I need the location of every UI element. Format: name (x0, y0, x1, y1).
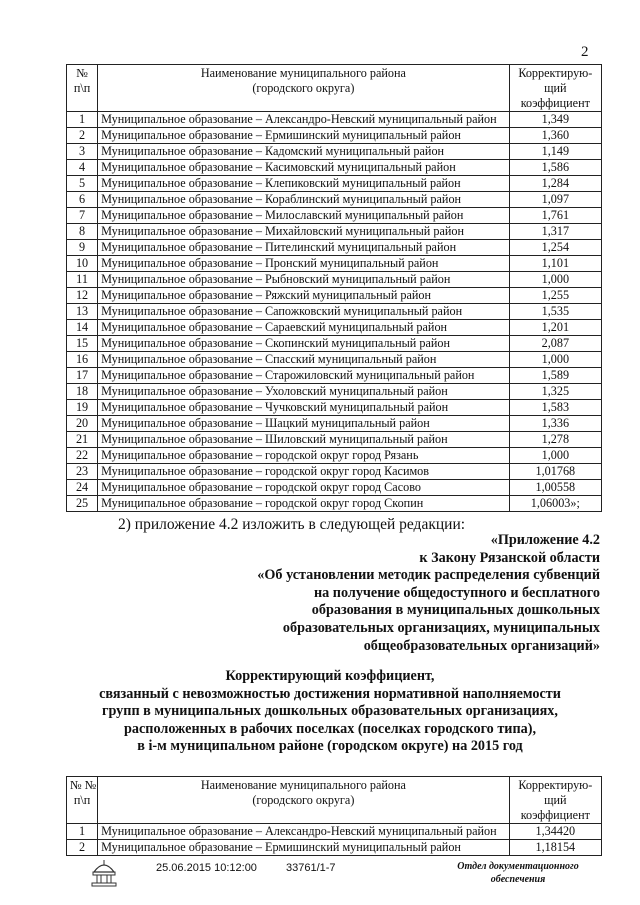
footer-datetime: 25.06.2015 10:12:00 (156, 862, 257, 874)
row-municipality-name: Муниципальное образование – Кораблинский муниципальный район (98, 192, 510, 208)
header-num-line: п\п (73, 81, 91, 95)
row-municipality-name: Муниципальное образование – Михайловский муниципальный район (98, 224, 510, 240)
row-coefficient: 1,535 (509, 304, 601, 320)
annex-line: к Закону Рязанской области (419, 549, 600, 566)
row-coefficient: 1,254 (509, 240, 601, 256)
row-municipality-name: Муниципальное образование – Пронский муниципальный район (98, 256, 510, 272)
header-name-line: Наименование муниципального района (200, 778, 406, 792)
row-coefficient: 1,201 (509, 320, 601, 336)
row-number: 8 (67, 224, 98, 240)
table-row (67, 112, 602, 128)
table-row (67, 272, 602, 288)
annex-line: «Приложение 4.2 (490, 532, 600, 548)
annex-line: образовательных организациях, муниципальных (282, 619, 600, 636)
title-line: связанный с невозможностью достижения нормативной наполняемости (99, 685, 561, 702)
footer (0, 862, 640, 892)
header-num-line: № № (70, 778, 97, 792)
annex-heading (180, 532, 600, 655)
row-coefficient: 1,097 (509, 192, 601, 208)
row-coefficient: 1,34420 (509, 824, 601, 840)
page-number: 2 (581, 44, 589, 60)
table-header-row (67, 777, 602, 824)
table-row (67, 192, 602, 208)
row-municipality-name: Муниципальное образование – Скопинский муниципальный район (98, 336, 510, 352)
title-line: расположенных в рабочих поселках (поселках городского типа), (124, 720, 536, 737)
header-coef (509, 65, 601, 112)
row-municipality-name: Муниципальное образование – Александро-Невский муниципальный район (98, 824, 510, 840)
row-coefficient: 1,586 (509, 160, 601, 176)
table-row (67, 432, 602, 448)
header-name-line: Наименование муниципального района (200, 66, 406, 80)
row-coefficient: 1,06003»; (509, 496, 601, 512)
header-coef-line: коэффициент (520, 808, 590, 822)
coefficient-table-1 (66, 64, 602, 512)
table-row (67, 160, 602, 176)
row-number: 18 (67, 384, 98, 400)
duma-seal-icon (90, 858, 118, 888)
annex-line: «Об установлении методик распределения субвенций (257, 567, 600, 584)
row-coefficient: 1,349 (509, 112, 601, 128)
header-coef-line: щий (544, 793, 567, 807)
row-number: 2 (67, 840, 98, 856)
row-number: 6 (67, 192, 98, 208)
row-municipality-name: Муниципальное образование – Ухоловский муниципальный район (98, 384, 510, 400)
row-municipality-name: Муниципальное образование – Кадомский муниципальный район (98, 144, 510, 160)
row-municipality-name: Муниципальное образование – Касимовский муниципальный район (98, 160, 510, 176)
row-coefficient: 1,325 (509, 384, 601, 400)
coefficient-title (60, 668, 600, 756)
title-line: групп в муниципальных дошкольных образовательных организациях, (102, 703, 558, 720)
row-coefficient: 1,000 (509, 272, 601, 288)
amendment-intro: 2) приложение 4.2 изложить в следующей редакции: (118, 516, 466, 533)
header-coef-line: щий (544, 81, 567, 95)
row-number: 20 (67, 416, 98, 432)
row-municipality-name: Муниципальное образование – городской округ город Скопин (98, 496, 510, 512)
table-row (67, 304, 602, 320)
coefficient-table-2 (66, 776, 602, 856)
table-row (67, 288, 602, 304)
row-municipality-name: Муниципальное образование – Александро-Невский муниципальный район (98, 112, 510, 128)
header-name-line: (городского округа) (252, 793, 355, 807)
row-municipality-name: Муниципальное образование – Сараевский муниципальный район (98, 320, 510, 336)
table-header-row (67, 65, 602, 112)
table-row (67, 416, 602, 432)
table-row (67, 840, 602, 856)
title-line: в i-м муниципальном районе (городском округе) на 2015 год (137, 738, 523, 755)
row-number: 3 (67, 144, 98, 160)
row-municipality-name: Муниципальное образование – Спасский муниципальный район (98, 352, 510, 368)
row-municipality-name: Муниципальное образование – Рыбновский муниципальный район (98, 272, 510, 288)
table-row (67, 824, 602, 840)
row-number: 21 (67, 432, 98, 448)
footer-department-line: Отдел документационного (457, 861, 579, 872)
row-municipality-name: Муниципальное образование – Ряжский муниципальный район (98, 288, 510, 304)
table-row (67, 224, 602, 240)
row-coefficient: 1,589 (509, 368, 601, 384)
annex-line: на получение общедоступного и бесплатного (313, 584, 600, 601)
row-municipality-name: Муниципальное образование – Сапожковский муниципальный район (98, 304, 510, 320)
row-number: 10 (67, 256, 98, 272)
row-number: 5 (67, 176, 98, 192)
table-row (67, 496, 602, 512)
row-coefficient: 1,255 (509, 288, 601, 304)
header-coef-line: Корректирую- (518, 66, 593, 80)
table-row (67, 144, 602, 160)
row-coefficient: 1,000 (509, 448, 601, 464)
row-number: 25 (67, 496, 98, 512)
row-number: 15 (67, 336, 98, 352)
row-coefficient: 1,284 (509, 176, 601, 192)
annex-line: общеобразовательных организаций» (363, 637, 600, 654)
header-coef-line: коэффициент (520, 96, 590, 110)
table-row (67, 128, 602, 144)
row-coefficient: 1,761 (509, 208, 601, 224)
row-number: 14 (67, 320, 98, 336)
table-row (67, 448, 602, 464)
row-number: 4 (67, 160, 98, 176)
row-municipality-name: Муниципальное образование – Милославский муниципальный район (98, 208, 510, 224)
header-name (98, 777, 510, 824)
row-coefficient: 1,101 (509, 256, 601, 272)
header-num-line: п\п (73, 793, 91, 807)
row-number: 7 (67, 208, 98, 224)
row-number: 9 (67, 240, 98, 256)
header-coef (509, 777, 601, 824)
row-number: 17 (67, 368, 98, 384)
row-municipality-name: Муниципальное образование – городской округ город Касимов (98, 464, 510, 480)
row-municipality-name: Муниципальное образование – городской округ город Сасово (98, 480, 510, 496)
table-body (67, 824, 602, 856)
row-coefficient: 1,278 (509, 432, 601, 448)
table-body (67, 112, 602, 512)
row-number: 23 (67, 464, 98, 480)
row-coefficient: 1,360 (509, 128, 601, 144)
title-line: Корректирующий коэффициент, (225, 668, 435, 684)
table-row (67, 368, 602, 384)
row-number: 13 (67, 304, 98, 320)
header-num (67, 65, 98, 112)
row-municipality-name: Муниципальное образование – Клепиковский муниципальный район (98, 176, 510, 192)
table-row (67, 208, 602, 224)
row-coefficient: 1,000 (509, 352, 601, 368)
row-coefficient: 1,583 (509, 400, 601, 416)
annex-line: образования в муниципальных дошкольных (311, 602, 600, 619)
row-municipality-name: Муниципальное образование – Ермишинский муниципальный район (98, 128, 510, 144)
row-coefficient: 1,18154 (509, 840, 601, 856)
row-number: 22 (67, 448, 98, 464)
row-number: 24 (67, 480, 98, 496)
row-coefficient: 2,087 (509, 336, 601, 352)
row-number: 2 (67, 128, 98, 144)
row-coefficient: 1,317 (509, 224, 601, 240)
table-row (67, 464, 602, 480)
footer-doc-code: 33761/1-7 (286, 862, 336, 874)
header-num (67, 777, 98, 824)
row-coefficient: 1,01768 (509, 464, 601, 480)
row-municipality-name: Муниципальное образование – Пителинский муниципальный район (98, 240, 510, 256)
table-row (67, 336, 602, 352)
row-number: 1 (67, 112, 98, 128)
header-name (98, 65, 510, 112)
row-coefficient: 1,149 (509, 144, 601, 160)
table-row (67, 176, 602, 192)
header-name-line: (городского округа) (252, 81, 355, 95)
table-row (67, 352, 602, 368)
footer-department (450, 860, 586, 886)
row-coefficient: 1,336 (509, 416, 601, 432)
table-row (67, 256, 602, 272)
row-municipality-name: Муниципальное образование – городской округ город Рязань (98, 448, 510, 464)
row-municipality-name: Муниципальное образование – Шиловский муниципальный район (98, 432, 510, 448)
header-num-line: № (76, 66, 88, 80)
table-row (67, 400, 602, 416)
table-row (67, 240, 602, 256)
header-coef-line: Корректирую- (518, 778, 593, 792)
row-number: 11 (67, 272, 98, 288)
footer-department-line: обеспечения (490, 874, 546, 885)
row-number: 16 (67, 352, 98, 368)
row-municipality-name: Муниципальное образование – Старожиловский муниципальный район (98, 368, 510, 384)
table-row (67, 480, 602, 496)
table-row (67, 320, 602, 336)
row-number: 1 (67, 824, 98, 840)
row-coefficient: 1,00558 (509, 480, 601, 496)
table-row (67, 384, 602, 400)
row-municipality-name: Муниципальное образование – Чучковский муниципальный район (98, 400, 510, 416)
row-number: 19 (67, 400, 98, 416)
row-municipality-name: Муниципальное образование – Шацкий муниципальный район (98, 416, 510, 432)
row-municipality-name: Муниципальное образование – Ермишинский муниципальный район (98, 840, 510, 856)
row-number: 12 (67, 288, 98, 304)
